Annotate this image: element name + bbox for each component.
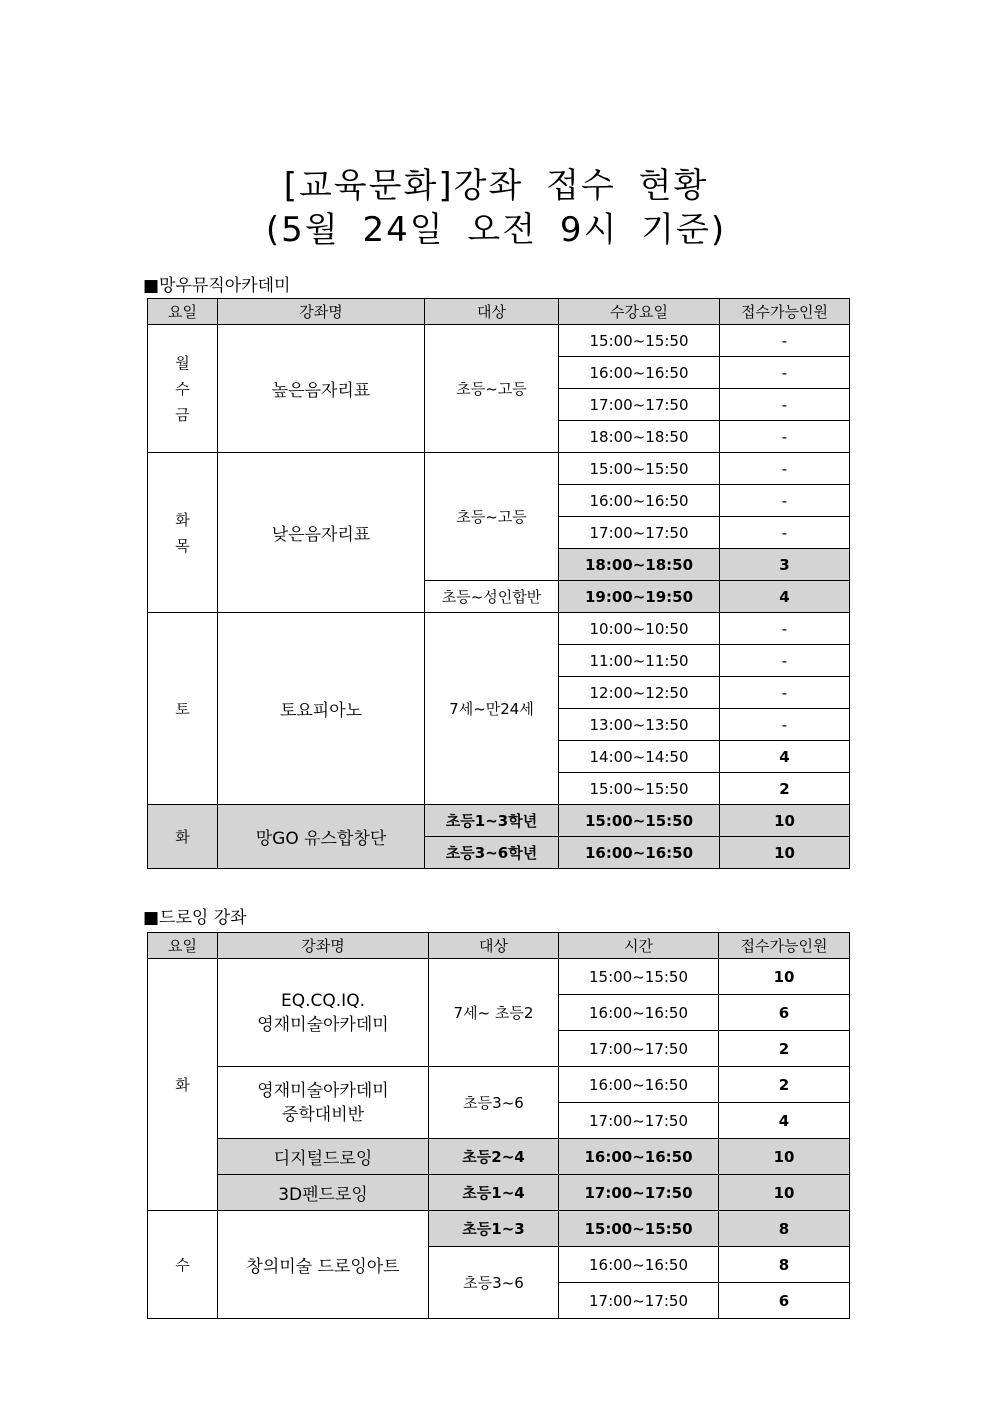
day-line: 화 — [175, 510, 190, 529]
time-cell: 16:00~16:50 — [559, 357, 720, 389]
table-row — [148, 959, 850, 995]
course-line: 중학대비반 — [281, 1104, 365, 1125]
course-cell: 3D펜드로잉 — [218, 1175, 429, 1211]
count-cell: - — [720, 517, 850, 549]
header-time: 수강요일 — [559, 299, 720, 325]
header-course: 강좌명 — [218, 933, 429, 959]
page-title: [교육문화]강좌 접수 현황 — [283, 166, 709, 206]
time-cell: 16:00~16:50 — [559, 1247, 719, 1283]
time-cell: 17:00~17:50 — [559, 389, 720, 421]
target-cell: 초등3~6학년 — [425, 837, 559, 869]
target-cell: 초등~성인합반 — [425, 581, 559, 613]
time-cell: 15:00~15:50 — [559, 453, 720, 485]
count-cell: 10 — [719, 959, 850, 995]
target-cell: 초등1~3 — [429, 1211, 559, 1247]
target-cell: 초등2~4 — [429, 1139, 559, 1175]
time-cell: 15:00~15:50 — [559, 805, 720, 837]
header-time: 시간 — [559, 933, 719, 959]
header-target: 대상 — [425, 299, 559, 325]
count-cell: - — [720, 485, 850, 517]
target-cell: 초등3~6 — [429, 1247, 559, 1319]
day-cell: 수 — [148, 1211, 218, 1319]
table-row — [148, 1139, 850, 1175]
count-cell: 6 — [719, 995, 850, 1031]
course-cell: 디지털드로잉 — [218, 1139, 429, 1175]
table-header-row — [148, 933, 850, 959]
drawing-course-table — [147, 932, 850, 1319]
count-cell: - — [720, 709, 850, 741]
time-cell: 17:00~17:50 — [559, 1031, 719, 1067]
time-cell: 16:00~16:50 — [559, 485, 720, 517]
time-cell: 17:00~17:50 — [559, 1175, 719, 1211]
time-cell: 15:00~15:50 — [559, 773, 720, 805]
course-cell: 창의미술 드로잉아트 — [218, 1211, 429, 1319]
section-heading-drawing: ■드로잉 강좌 — [143, 908, 247, 928]
time-cell: 16:00~16:50 — [559, 1139, 719, 1175]
time-cell: 16:00~16:50 — [559, 995, 719, 1031]
time-cell: 14:00~14:50 — [559, 741, 720, 773]
time-cell: 17:00~17:50 — [559, 1103, 719, 1139]
time-cell: 17:00~17:50 — [559, 1283, 719, 1319]
count-cell: - — [720, 613, 850, 645]
table-row — [148, 1175, 850, 1211]
count-cell: 4 — [720, 741, 850, 773]
time-cell: 16:00~16:50 — [559, 837, 720, 869]
day-cell — [148, 325, 218, 453]
course-line: 영재미술아카데미 — [257, 1014, 389, 1035]
count-cell: 8 — [719, 1247, 850, 1283]
day-line: 목 — [175, 536, 190, 555]
count-cell: 2 — [719, 1067, 850, 1103]
header-course: 강좌명 — [218, 299, 425, 325]
section-heading-music: ■망우뮤직아카데미 — [143, 276, 291, 296]
table-row — [148, 1067, 850, 1103]
count-cell: - — [720, 645, 850, 677]
course-cell: 높은음자리표 — [218, 325, 425, 453]
course-line: EQ.CQ.IQ. — [281, 990, 365, 1011]
page-subtitle: (5월 24일 오전 9시 기준) — [265, 210, 727, 250]
time-cell: 13:00~13:50 — [559, 709, 720, 741]
count-cell: 10 — [719, 1175, 850, 1211]
day-cell: 화 — [148, 805, 218, 869]
day-line: 금 — [175, 405, 190, 424]
time-cell: 11:00~11:50 — [559, 645, 720, 677]
count-cell: 8 — [719, 1211, 850, 1247]
music-academy-table — [147, 298, 850, 869]
count-cell: - — [720, 389, 850, 421]
course-cell — [218, 1067, 429, 1139]
count-cell: - — [720, 421, 850, 453]
table-row — [148, 325, 850, 357]
header-target: 대상 — [429, 933, 559, 959]
time-cell: 18:00~18:50 — [559, 421, 720, 453]
day-cell: 화 — [148, 959, 218, 1211]
course-cell: 망GO 유스합창단 — [218, 805, 425, 869]
count-cell: 10 — [720, 837, 850, 869]
table-header-row — [148, 299, 850, 325]
table-row — [148, 805, 850, 837]
header-day: 요일 — [148, 933, 218, 959]
count-cell: 10 — [720, 805, 850, 837]
time-cell: 16:00~16:50 — [559, 1067, 719, 1103]
header-available: 접수가능인원 — [720, 299, 850, 325]
count-cell: 3 — [720, 549, 850, 581]
target-cell: 7세~만24세 — [425, 613, 559, 805]
target-cell: 초등3~6 — [429, 1067, 559, 1139]
time-cell: 15:00~15:50 — [559, 959, 719, 995]
course-cell: 낮은음자리표 — [218, 453, 425, 613]
time-cell: 15:00~15:50 — [559, 325, 720, 357]
target-cell: 7세~ 초등2 — [429, 959, 559, 1067]
header-available: 접수가능인원 — [719, 933, 850, 959]
day-cell: 토 — [148, 613, 218, 805]
time-cell: 18:00~18:50 — [559, 549, 720, 581]
day-cell — [148, 453, 218, 613]
day-line: 월 — [175, 353, 190, 372]
time-cell: 10:00~10:50 — [559, 613, 720, 645]
table-row — [148, 453, 850, 485]
count-cell: 2 — [719, 1031, 850, 1067]
target-cell: 초등~고등 — [425, 325, 559, 453]
day-line: 수 — [175, 379, 190, 398]
count-cell: 4 — [719, 1103, 850, 1139]
count-cell: 10 — [719, 1139, 850, 1175]
count-cell: 2 — [720, 773, 850, 805]
header-day: 요일 — [148, 299, 218, 325]
count-cell: - — [720, 325, 850, 357]
target-cell: 초등1~4 — [429, 1175, 559, 1211]
target-cell: 초등1~3학년 — [425, 805, 559, 837]
target-cell: 초등~고등 — [425, 453, 559, 581]
time-cell: 12:00~12:50 — [559, 677, 720, 709]
count-cell: 4 — [720, 581, 850, 613]
table-row — [148, 613, 850, 645]
course-line: 영재미술아카데미 — [257, 1080, 389, 1101]
count-cell: - — [720, 453, 850, 485]
table-row — [148, 1211, 850, 1247]
time-cell: 17:00~17:50 — [559, 517, 720, 549]
count-cell: - — [720, 357, 850, 389]
time-cell: 19:00~19:50 — [559, 581, 720, 613]
time-cell: 15:00~15:50 — [559, 1211, 719, 1247]
course-cell — [218, 959, 429, 1067]
course-cell: 토요피아노 — [218, 613, 425, 805]
count-cell: 6 — [719, 1283, 850, 1319]
count-cell: - — [720, 677, 850, 709]
